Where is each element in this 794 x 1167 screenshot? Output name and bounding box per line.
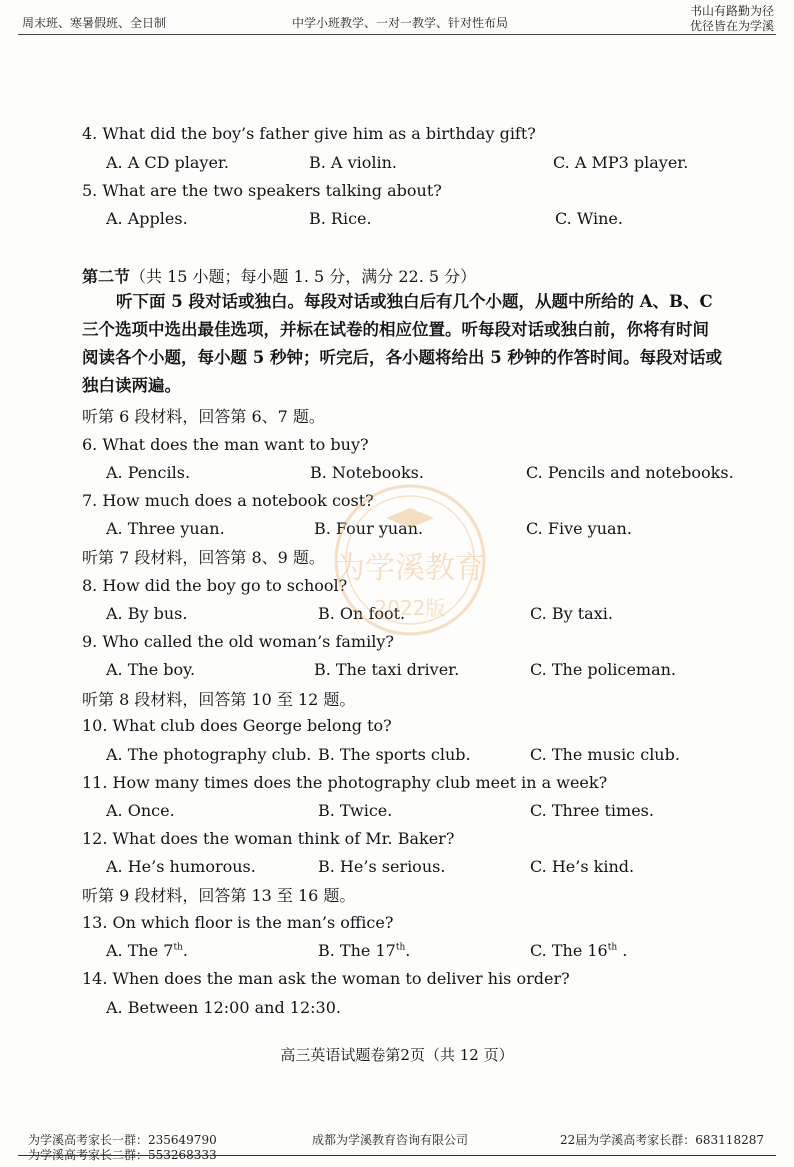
header-divider [18,34,776,35]
q5-option-c: C. Wine. [555,209,623,228]
header-right-top: 书山有路勤为径 [689,4,774,18]
q7-option-b: B. Four yuan. [314,519,424,538]
q11-option-b: B. Twice. [318,801,393,820]
q12-option-c: C. He’s kind. [530,857,635,876]
section-heading [82,264,476,287]
q4-option-c: C. A MP3 player. [553,153,689,172]
header-center: 中学小班教学、一对一教学、针对性布局 [292,16,509,30]
q10-option-c: C. The music club. [530,745,680,764]
q13-option-c-text: C. The 16 [530,941,608,960]
q13-option-a-sup: th [173,942,183,953]
q13-option-a-text: A. The 7 [106,941,174,960]
q7-option-c: C. Five yuan. [526,519,632,538]
q6-option-c: C. Pencils and notebooks. [526,463,734,482]
section-instructions [82,288,722,400]
footer-left-bottom: 为学溪高考家长二群：553268333 [28,1148,217,1162]
footer-divider [18,1155,776,1156]
section-title: 第二节 [82,267,131,286]
footer-center: 成都为学溪教育咨询有限公司 [312,1133,469,1147]
question-11: 11. How many times does the photography club meet in a week? [82,773,608,792]
q8-option-a: A. By bus. [106,604,188,623]
material-8-heading: 听第 8 段材料，回答第 10 至 12 题。 [82,690,356,709]
q11-option-a: A. Once. [106,801,175,820]
q5-option-a: A. Apples. [106,209,188,228]
footer-right: 22届为学溪高考家长群：683118287 [560,1133,764,1147]
question-13: 13. On which floor is the man’s office? [82,913,394,932]
q10-option-a: A. The photography club. [106,745,312,764]
q5-option-b: B. Rice. [309,209,372,228]
q4-option-b: B. A violin. [309,153,397,172]
question-14: 14. When does the man ask the woman to deliver his order? [82,969,570,988]
q13-option-c-sup: th [607,942,618,953]
q14-option-a: A. Between 12:00 and 12:30. [106,998,341,1017]
q9-option-b: B. The taxi driver. [314,660,460,679]
q13-option-a: A. The 7th. [106,941,188,960]
question-8: 8. How did the boy go to school? [82,576,348,595]
q6-option-b: B. Notebooks. [310,463,424,482]
header-left: 周末班、寒暑假班、全日制 [22,16,167,30]
material-9-heading: 听第 9 段材料，回答第 13 至 16 题。 [82,886,356,905]
q11-option-c: C. Three times. [530,801,654,820]
q7-option-a: A. Three yuan. [106,519,225,538]
q13-option-c: C. The 16th . [530,941,628,960]
q12-option-b: B. He’s serious. [318,857,446,876]
question-12: 12. What does the woman think of Mr. Baker? [82,829,455,848]
watermark-brand: 为学溪教育 [335,551,485,586]
question-10: 10. What club does George belong to? [82,716,392,735]
question-4: 4. What did the boy’s father give him as a birthday gift? [82,124,536,143]
q9-option-c: C. The policeman. [530,660,677,679]
material-6-heading: 听第 6 段材料，回答第 6、7 题。 [82,407,325,426]
question-7: 7. How much does a notebook cost? [82,491,374,510]
q8-option-b: B. On foot. [318,604,406,623]
q8-option-c: C. By taxi. [530,604,613,623]
q12-option-a: A. He’s humorous. [106,857,256,876]
footer-left-top: 为学溪高考家长一群：235649790 [28,1133,217,1147]
question-5: 5. What are the two speakers talking about? [82,181,442,200]
question-9: 9. Who called the old woman’s family? [82,632,394,651]
q9-option-a: A. The boy. [106,660,196,679]
page-number-label: 高三英语试题卷第2页（共 12 页） [280,1046,514,1064]
q13-option-b-text: B. The 17 [318,941,396,960]
q4-option-a: A. A CD player. [106,153,229,172]
question-6: 6. What does the man want to buy? [82,435,369,454]
material-7-heading: 听第 7 段材料，回答第 8、9 题。 [82,548,325,567]
q13-option-b-sup: th [395,942,406,953]
header-right-bottom: 优径皆在为学溪 [689,19,774,33]
q13-option-b: B. The 17th. [318,941,411,960]
q10-option-b: B. The sports club. [318,745,471,764]
q6-option-a: A. Pencils. [106,463,191,482]
instructions-text: 听下面 5 段对话或独白。每段对话或独白后有几个小题，从题中所给的 A、B、C 三个选项中选出最佳选项，并标在试卷的相应位置。听每段对话或独白前，你将有时间阅读各个小题，每小题 5 秒钟；听完后，各小题将给出 5 秒钟的作答时间。每段对话或独白读两遍。 [82,292,722,395]
watermark-edition: 2022版 [374,596,446,620]
section-note: （共 15 小题；每小题 1. 5 分，满分 22. 5 分） [130,267,477,286]
